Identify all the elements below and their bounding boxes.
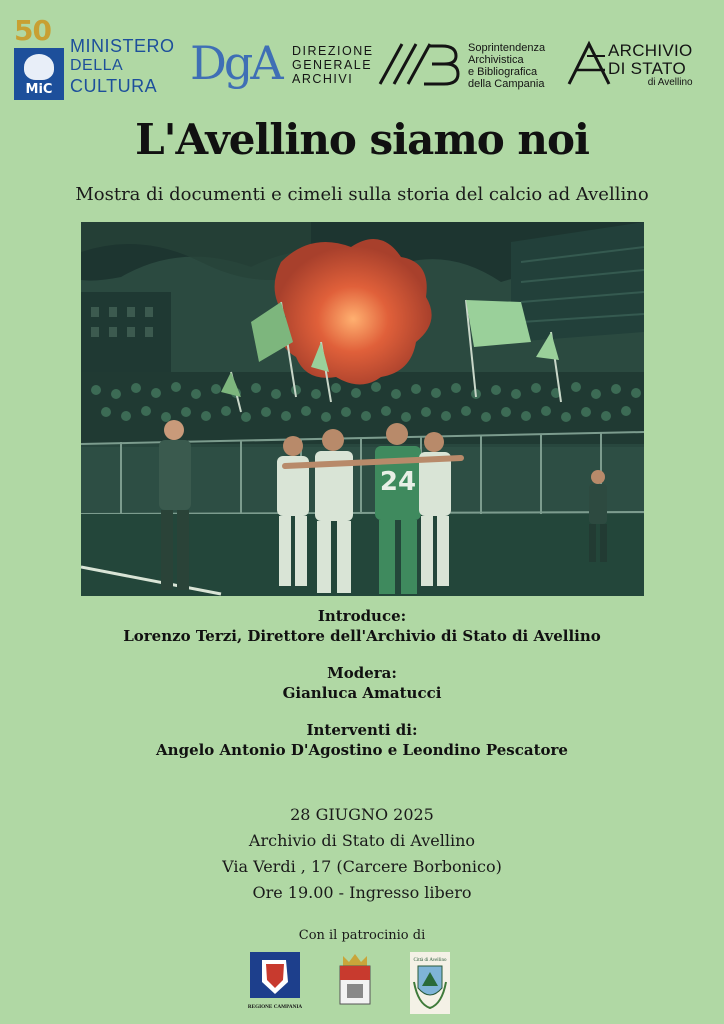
- mic-wordmark: [70, 36, 175, 96]
- dga-line-3: ARCHIVI: [292, 72, 354, 86]
- mic-badge-label: MiC: [25, 82, 53, 97]
- mic-badge: [14, 48, 64, 100]
- mic-line-2: DELLA: [70, 57, 124, 74]
- speakers-label: Interventi di:: [306, 721, 418, 739]
- stadium-illustration: [81, 222, 644, 596]
- patronage-label: Con il patrocinio di: [298, 928, 426, 943]
- moderator-label: Modera:: [327, 664, 397, 682]
- event-venue: Archivio di Stato di Avellino: [248, 831, 476, 850]
- header-logos: [0, 0, 724, 110]
- shirt-number: 24: [379, 467, 417, 497]
- mic-logo: [14, 14, 174, 100]
- sab-line-4: della Campania: [468, 78, 545, 90]
- mic-fifty-label: 50: [14, 14, 51, 47]
- dga-line-1: DIREZIONE: [292, 44, 374, 58]
- sab-line-1: Soprintendenza: [468, 42, 546, 54]
- regione-campania-logo: [248, 952, 302, 1010]
- archivio-stato-wordmark: [608, 42, 693, 88]
- sab-wordmark: [468, 42, 545, 90]
- mic-line-3: CULTURA: [70, 76, 158, 96]
- sab-monogram-icon: [376, 40, 462, 88]
- subtitle: Mostra di documenti e cimeli sulla storia del calcio ad Avellino: [75, 184, 649, 205]
- sab-line-3: e Bibliografica: [468, 66, 538, 78]
- dga-line-2: GENERALE: [292, 58, 373, 72]
- speakers-names: Angelo Antonio D'Agostino e Leondino Pescatore: [156, 741, 568, 759]
- moderator-block: [0, 663, 724, 703]
- as-small: di Avellino: [647, 77, 693, 88]
- stadium-scene: [81, 222, 644, 596]
- event-address: Via Verdi , 17 (Carcere Borbonico): [222, 857, 502, 876]
- statue-head-icon: [24, 54, 54, 80]
- moderator-name: Gianluca Amatucci: [282, 684, 442, 702]
- citta-avellino-crest: [410, 952, 450, 1014]
- event-info: [0, 802, 724, 906]
- as-line-1: ARCHIVIO: [608, 41, 693, 60]
- patronage-logos: [0, 952, 724, 1014]
- province-crest-icon: [337, 952, 373, 1014]
- intro-label: Introduce:: [317, 607, 407, 625]
- dga-wordmark: [292, 44, 374, 86]
- speakers-block: [0, 720, 724, 760]
- dga-logo: DgA: [190, 36, 281, 90]
- archivio-stato-mark-icon: [567, 40, 611, 86]
- citta-label: Città di Avellino: [413, 958, 447, 963]
- mic-line-1: MINISTERO: [70, 36, 175, 56]
- sab-mark-text: SAB: [376, 40, 379, 41]
- page-title: L'Avellino siamo noi: [135, 115, 589, 164]
- regione-label: REGIONE CAMPANIA: [248, 1004, 302, 1010]
- intro-name: Lorenzo Terzi, Direttore dell'Archivio di Stato di Avellino: [123, 627, 601, 645]
- credits: [0, 606, 724, 777]
- sab-line-2: Archivistica: [468, 54, 524, 66]
- event-time: Ore 19.00 - Ingresso libero: [252, 883, 472, 902]
- intro-block: [0, 606, 724, 646]
- as-line-2: DI STATO: [608, 59, 686, 78]
- event-date: 28 GIUGNO 2025: [290, 805, 434, 824]
